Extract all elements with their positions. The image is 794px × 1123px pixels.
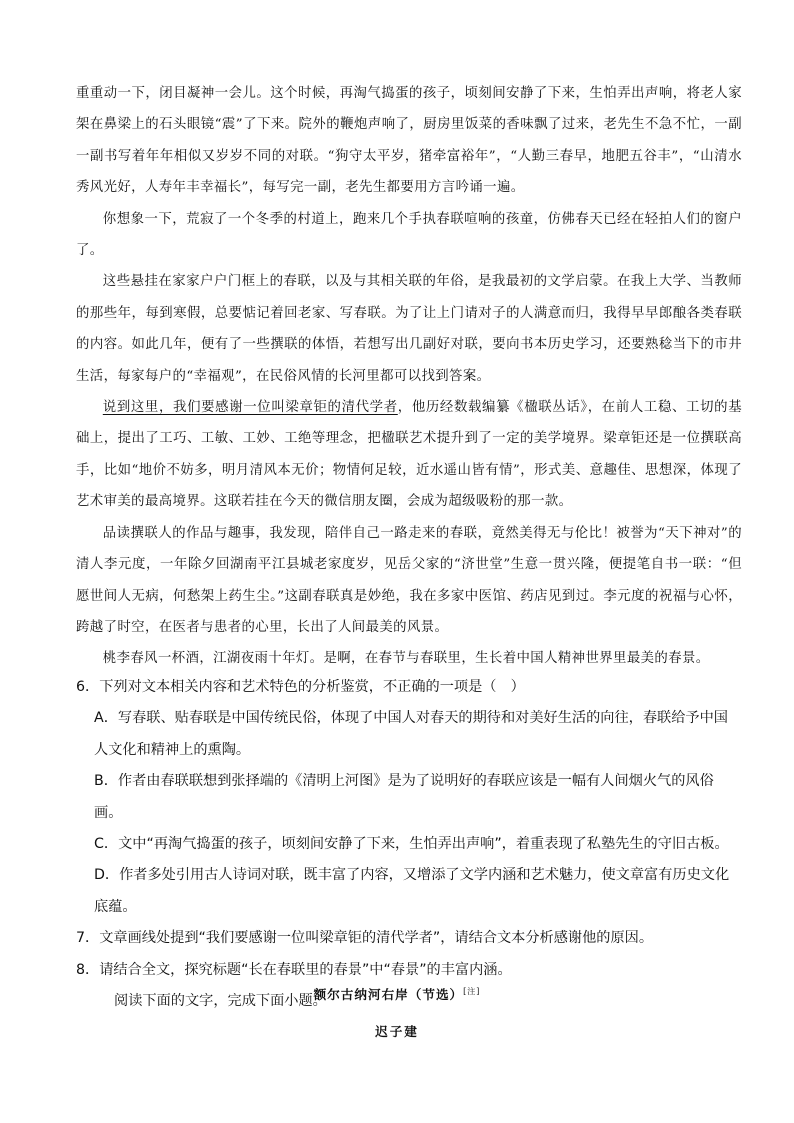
option-c: C．文中“再淘气捣蛋的孩子，顷刻间安静了下来，生怕弄出声响”，着重表现了私塾先生的守旧古板。 bbox=[94, 836, 729, 853]
question-6: 6．下列对文本相关内容和艺术特色的分析鉴赏，不正确的一项是（ ） bbox=[76, 679, 525, 695]
title-text: 额尔古纳河右岸（节选） bbox=[313, 987, 464, 1002]
question-7: 7．文章画线处提到“我们要感谢一位叫梁章钜的清代学者”，请结合文本分析感谢他的原因。 bbox=[76, 930, 654, 947]
passage-paragraph-4 bbox=[76, 392, 742, 518]
passage-paragraph-2: 你想象一下，荒寂了一个冬季的村道上，跑来几个手执春联喧响的孩童，仿佛春天已经在轻拍人们的窗户了。 bbox=[76, 211, 742, 259]
reading-instruction: 阅读下面的文字，完成下面小题。 bbox=[114, 993, 327, 1010]
passage-paragraph-5: 品读撰联人的作品与趣事，我发现，陪伴自己一路走来的春联，竟然美得无与伦比！被誉为“天下神对”的清人李元度，一年除夕回湖南平江县城老家度岁，见岳父家的“济世堂”生意一贯兴隆，便提笔自书一联：“但愿世间人无病，何愁架上药生尘。”这副春联真是妙绝，我在多家中医馆、药店见到过。李元度的祝福与心怀，跨越了时空，在医者与患者的心里，长出了人间最美的风景。 bbox=[76, 525, 742, 635]
underlined-sentence: 说到这里，我们要感谢一位叫梁章钜的清代学者 bbox=[102, 400, 398, 416]
option-a: A．写春联、贴春联是中国传统民俗，体现了中国人对春天的期待和对美好生活的向往，春联给予中国人文化和精神上的熏陶。 bbox=[94, 710, 728, 758]
next-text-title bbox=[0, 984, 794, 1003]
next-text-author: 迟子建 bbox=[375, 1024, 419, 1039]
question-section bbox=[76, 672, 742, 1017]
passage-paragraph-1: 重重动一下，闭目凝神一会儿。这个时候，再淘气捣蛋的孩子，顷刻间安静了下来，生怕弄出声响，将老人家架在鼻梁上的石头眼镜“震”了下来。院外的鞭炮声响了，厨房里饭菜的香味飘了过来，老先生不急不忙，一副一副书写着年年相似又岁岁不同的对联。“狗守太平岁，猪牵富裕年”，“人勤三春早，地肥五谷丰”，“山清水秀风光好，人寿年丰幸福长”，每写完一副，老先生都要用方言吟诵一遍。 bbox=[76, 86, 742, 196]
passage-paragraph-6: 桃李春风一杯酒，江湖夜雨十年灯。是啊，在春节与春联里，生长着中国人精神世界里最美的春景。 bbox=[102, 651, 710, 667]
option-b: B．作者由春联联想到张择端的《清明上河图》是为了说明好的春联应该是一幅有人间烟火气的风俗画。 bbox=[94, 773, 714, 821]
paragraph-4-rest: ，他历经数载编纂《楹联丛话》，在前人工稳、工切的基础上，提出了工巧、工敏、工妙、工绝等理念，把楹联艺术提升到了一定的美学境界。梁章钜还是一位撰联高手，比如“地价不妨多，明月清风本无价；物情何足较，近水遥山皆有情”，形式美、意趣佳、思想深，体现了艺术审美的最高境界。这联若挂在今天的微信朋友圈，会成为超级吸粉的那一款。 bbox=[76, 400, 742, 510]
option-d: D．作者多处引用古人诗词对联，既丰富了内容，又增添了文学内涵和艺术魅力，使文章富有历史文化底蕴。 bbox=[94, 867, 730, 915]
reading-passage bbox=[76, 78, 742, 675]
note-marker: [注] bbox=[463, 986, 481, 996]
question-8: 8．请结合全文，探究标题“长在春联里的春景”中“春景”的丰富内涵。 bbox=[76, 961, 512, 978]
passage-paragraph-3: 这些悬挂在家家户户门框上的春联，以及与其相关联的年俗，是我最初的文学启蒙。在我上大学、当教师的那些年，每到寒假，总要惦记着回老家、写春联。为了让上门请对子的人满意而归，我得早早郎酿各类春联的内容。如此几年，便有了一些撰联的体悟，若想写出几副好对联，要向书本历史学习，还要熟稔当下的市井生活，每家每户的“幸福观”，在民俗风情的长河里都可以找到答案。 bbox=[76, 274, 742, 384]
